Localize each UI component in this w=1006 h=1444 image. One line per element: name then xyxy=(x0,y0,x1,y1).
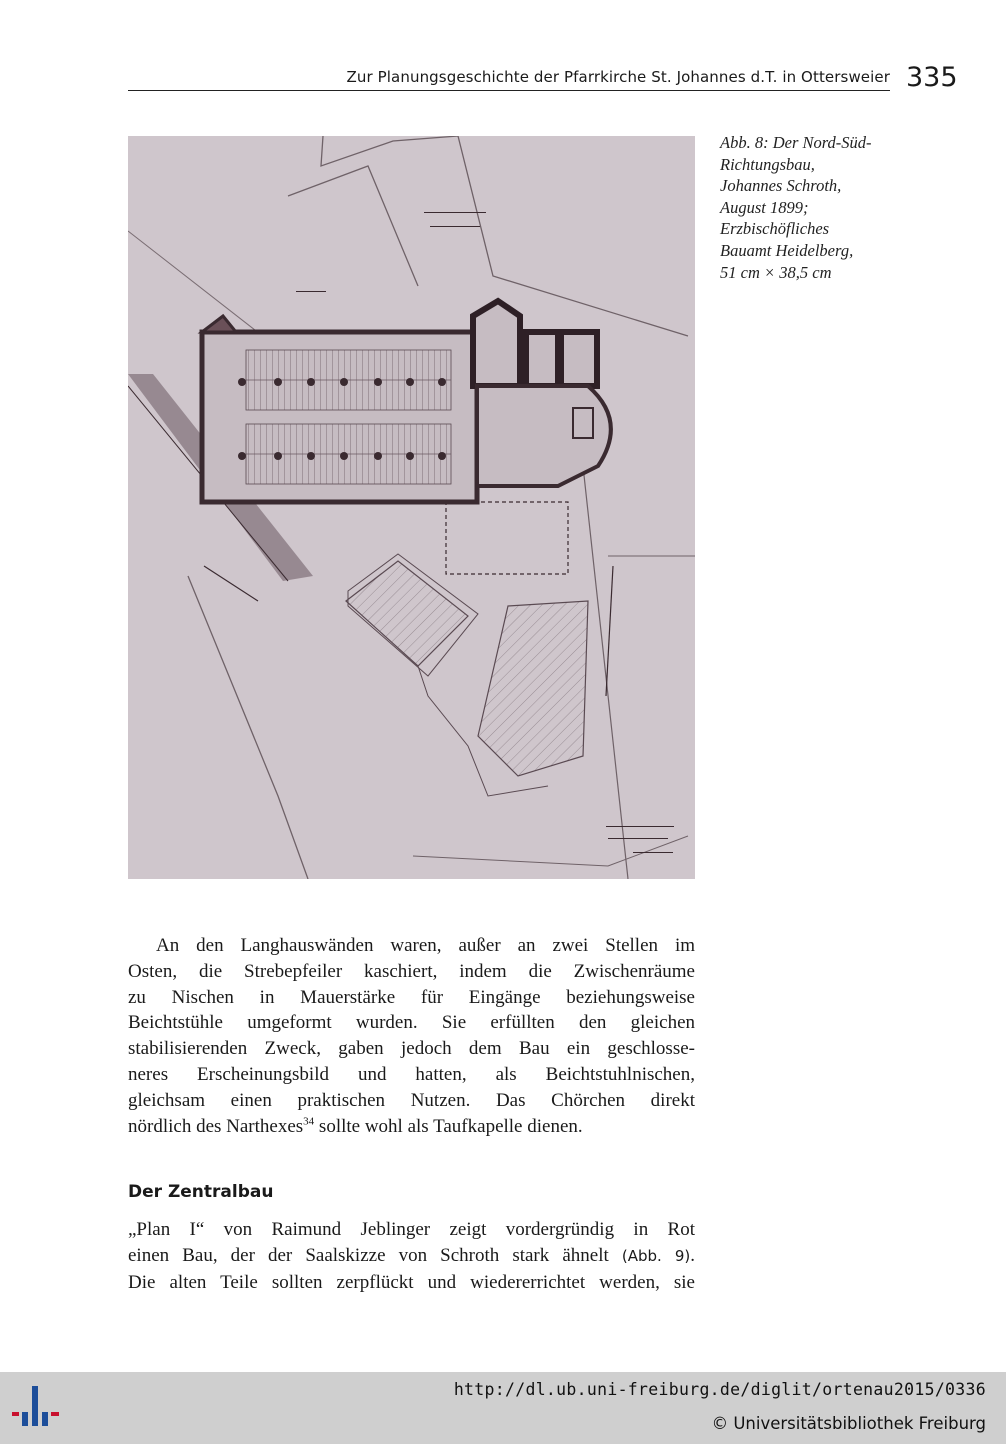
paragraph-langhaus xyxy=(128,933,695,1139)
figure-caption xyxy=(720,132,920,283)
floor-plan-figure xyxy=(128,136,695,879)
footnote-ref: 34 xyxy=(303,1115,315,1128)
text-line: „Plan I“ von Raimund Jeblinger zeigt vordergründig in Rot xyxy=(128,1219,695,1240)
caption-line: Johannes Schroth, xyxy=(720,176,842,196)
text-line: stabilisierenden Zweck, gaben jedoch dem Bau ein geschlosse- xyxy=(128,1038,695,1060)
caption-line: August 1899; xyxy=(720,197,809,217)
copyright-notice: © Universitätsbibliothek Freiburg xyxy=(711,1414,986,1433)
text-span: . xyxy=(690,1244,696,1266)
caption-line: 51 cm × 38,5 cm xyxy=(720,262,832,282)
figure-reference: (Abb. 9) xyxy=(621,1246,691,1265)
text-line: Beichtstühle umgeformt wurden. Sie erfüllten den gleichen xyxy=(128,1012,695,1034)
text-span: nördlich des Narthexes xyxy=(128,1115,304,1137)
footer-bar xyxy=(0,1372,1006,1444)
caption-line: Richtungsbau, xyxy=(720,154,815,174)
text-line: An den Langhauswänden waren, außer an zwei Stellen im xyxy=(156,935,695,956)
text-line xyxy=(128,1114,695,1140)
ub-freiburg-logo-icon xyxy=(12,1386,64,1430)
source-url-link[interactable]: http://dl.ub.uni-freiburg.de/diglit/ortenau2015/0336 xyxy=(453,1380,986,1399)
caption-line: Erzbischöfliches xyxy=(720,219,830,239)
floor-plan-drawing xyxy=(128,136,695,879)
text-line: gleichsam einen praktischen Nutzen. Das Chörchen direkt xyxy=(128,1089,695,1111)
caption-line: Abb. 8: Der Nord-Süd- xyxy=(720,133,872,152)
section-heading: Der Zentralbau xyxy=(128,1182,274,1202)
text-span: sollte wohl als Taufkapelle dienen. xyxy=(314,1115,583,1137)
text-line: zu Nischen in Mauerstärke für Eingänge beziehungsweise xyxy=(128,986,695,1008)
running-title: Zur Planungsgeschichte der Pfarrkirche St. Johannes d.T. in Ottersweier xyxy=(128,64,890,91)
text-line xyxy=(128,1243,695,1270)
text-line: Osten, die Strebepfeiler kaschiert, indem die Zwischenräume xyxy=(128,960,695,982)
text-line: Die alten Teile sollten zerpflückt und wiedererrichtet werden, sie xyxy=(128,1271,695,1293)
page-number: 335 xyxy=(906,62,958,93)
caption-line: Bauamt Heidelberg, xyxy=(720,240,854,260)
text-line: neres Erscheinungsbild und hatten, als Beichtstuhlnischen, xyxy=(128,1063,695,1085)
text-span: einen Bau, der der Saalskizze von Schroth stark ähnelt xyxy=(128,1244,622,1266)
paragraph-plan-i xyxy=(128,1217,695,1295)
